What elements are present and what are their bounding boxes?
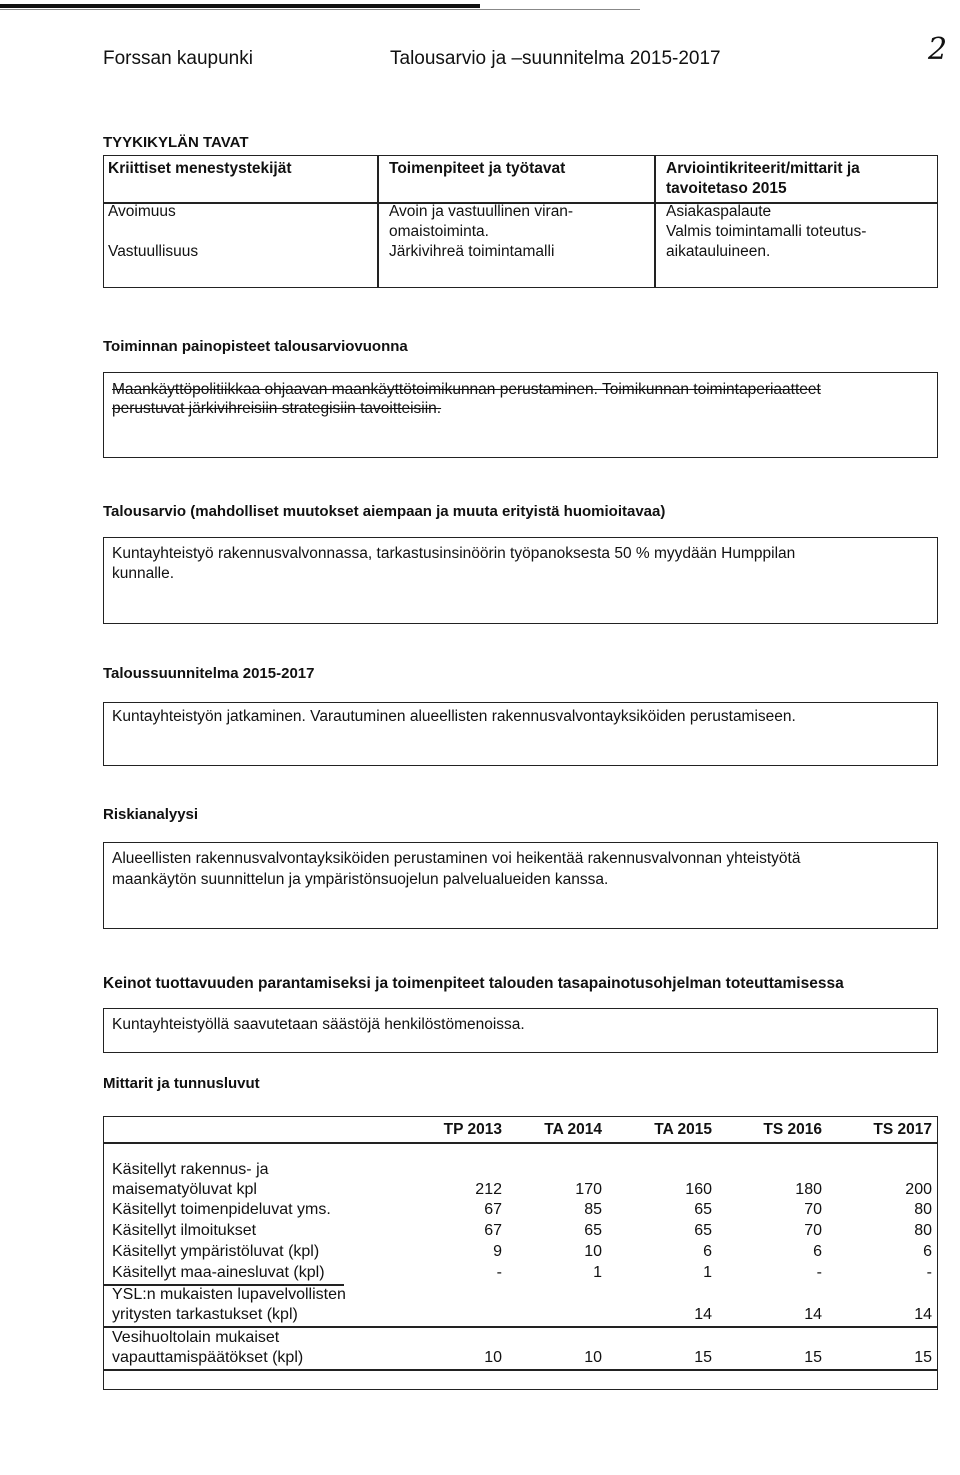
row-label: Käsitellyt ympäristöluvat (kpl) bbox=[112, 1243, 320, 1260]
row-label: Käsitellyt toimenpideluvat yms. bbox=[112, 1201, 331, 1218]
focus-text-line: Maankäyttöpolitiikkaa ohjaavan maankäyttötoimikunnan perustaminen. Toimikunnan toimintaperiaatteet bbox=[112, 381, 821, 398]
cell-value: 65 bbox=[694, 1222, 712, 1239]
cell-value: 65 bbox=[584, 1222, 602, 1239]
table-divider bbox=[377, 156, 379, 287]
column-header: Kriittiset menestystekijät bbox=[108, 160, 292, 177]
cell-value: 80 bbox=[914, 1222, 932, 1239]
cell-value: 14 bbox=[694, 1306, 712, 1323]
cell-value: 15 bbox=[804, 1349, 822, 1366]
column-header: tavoitetaso 2015 bbox=[666, 180, 787, 197]
unit-title: TYYKIKYLÄN TAVAT bbox=[103, 134, 249, 151]
org-name: Forssan kaupunki bbox=[103, 48, 253, 69]
cell-value: 10 bbox=[584, 1243, 602, 1260]
cell-value: 200 bbox=[905, 1181, 932, 1198]
plan-text: Kuntayhteistyön jatkaminen. Varautuminen alueellisten rakennusvalvontayksiköiden perustamiseen. bbox=[112, 708, 796, 725]
table-cell: Avoin ja vastuullinen viran- bbox=[389, 203, 574, 220]
focus-text-line: perustuvat järkivihreisiin strategisiin tavoitteisiin. bbox=[112, 400, 442, 417]
means-text: Kuntayhteistyöllä saavutetaan säästöjä henkilöstömenoissa. bbox=[112, 1016, 525, 1033]
cell-value: 170 bbox=[575, 1181, 602, 1198]
header-divider bbox=[104, 1142, 937, 1144]
risk-text-line: maankäytön suunnittelun ja ympäristönsuojelun palvelualueiden kanssa. bbox=[112, 871, 609, 888]
cell-value: - bbox=[816, 1264, 822, 1281]
table-cell: Asiakaspalaute bbox=[666, 203, 772, 220]
row-label: yritysten tarkastukset (kpl) bbox=[112, 1306, 298, 1323]
budget-box bbox=[103, 537, 938, 624]
row-label: Käsitellyt rakennus- ja bbox=[112, 1161, 269, 1178]
cell-value: 6 bbox=[813, 1243, 822, 1260]
cell-value: 15 bbox=[914, 1349, 932, 1366]
cell-value: 67 bbox=[484, 1201, 502, 1218]
budget-text-line: kunnalle. bbox=[112, 565, 175, 582]
cell-value: 70 bbox=[804, 1201, 822, 1218]
cell-value: 15 bbox=[694, 1349, 712, 1366]
budget-text-line: Kuntayhteistyö rakennusvalvonnassa, tarkastusinsinöörin työpanoksesta 50 % myydään Humppilan bbox=[112, 545, 796, 562]
cell-value: 160 bbox=[685, 1181, 712, 1198]
plan-box bbox=[103, 702, 938, 766]
row-label: maisematyöluvat kpl bbox=[112, 1181, 257, 1198]
cell-value: 85 bbox=[584, 1201, 602, 1218]
cell-value: 1 bbox=[703, 1264, 712, 1281]
cell-value: 6 bbox=[703, 1243, 712, 1260]
table-cell: omaistoiminta. bbox=[389, 223, 489, 240]
cell-value: 212 bbox=[475, 1181, 502, 1198]
column-header: TS 2016 bbox=[763, 1121, 822, 1138]
cell-value: 14 bbox=[804, 1306, 822, 1323]
cell-value: 70 bbox=[804, 1222, 822, 1239]
table-cell: aikatauluineen. bbox=[666, 243, 771, 260]
cell-value: 1 bbox=[593, 1264, 602, 1281]
row-divider bbox=[104, 1369, 937, 1371]
plan-heading: Taloussuunnitelma 2015-2017 bbox=[103, 665, 315, 682]
column-header: TS 2017 bbox=[873, 1121, 932, 1138]
focus-heading: Toiminnan painopisteet talousarviovuonna bbox=[103, 338, 408, 355]
row-label: YSL:n mukaisten lupavelvollisten bbox=[112, 1286, 346, 1303]
column-header: Arviointikriteerit/mittarit ja bbox=[666, 160, 860, 177]
risk-text-line: Alueellisten rakennusvalvontayksiköiden perustaminen voi heikentää rakennusvalvonnan yhteistyötä bbox=[112, 850, 801, 867]
row-label: Vesihuoltolain mukaiset bbox=[112, 1329, 280, 1346]
column-header: Toimenpiteet ja työtavat bbox=[389, 160, 566, 177]
row-label: Käsitellyt ilmoitukset bbox=[112, 1222, 257, 1239]
table-cell: Järkivihreä toimintamalli bbox=[389, 243, 555, 260]
risk-heading: Riskianalyysi bbox=[103, 806, 199, 823]
cell-value: - bbox=[926, 1264, 932, 1281]
means-heading: Keinot tuottavuuden parantamiseksi ja toimenpiteet talouden tasapainotusohjelman toteuttamisessa bbox=[103, 975, 844, 992]
column-header: TA 2014 bbox=[544, 1121, 602, 1138]
means-box bbox=[103, 1008, 938, 1053]
cell-value: 80 bbox=[914, 1201, 932, 1218]
cell-value: 180 bbox=[795, 1181, 822, 1198]
focus-box bbox=[103, 372, 938, 458]
table-cell: Avoimuus bbox=[108, 203, 176, 220]
cell-value: 6 bbox=[923, 1243, 932, 1260]
cell-value: 10 bbox=[584, 1349, 602, 1366]
metrics-heading: Mittarit ja tunnusluvut bbox=[103, 1075, 260, 1092]
metrics-table bbox=[103, 1116, 938, 1390]
row-label: Käsitellyt maa-ainesluvat (kpl) bbox=[112, 1264, 325, 1281]
success-factors-table bbox=[103, 155, 938, 288]
document-title: Talousarvio ja –suunnitelma 2015-2017 bbox=[390, 48, 721, 69]
column-header: TA 2015 bbox=[654, 1121, 712, 1138]
cell-value: 10 bbox=[484, 1349, 502, 1366]
cell-value: 9 bbox=[493, 1243, 502, 1260]
top-rule-thin bbox=[0, 9, 640, 10]
column-header: TP 2013 bbox=[443, 1121, 502, 1138]
top-rule bbox=[0, 4, 480, 8]
table-cell: Vastuullisuus bbox=[108, 243, 199, 260]
row-label: vapauttamispäätökset (kpl) bbox=[112, 1349, 304, 1366]
cell-value: - bbox=[496, 1264, 502, 1281]
risk-box bbox=[103, 842, 938, 929]
table-divider bbox=[654, 156, 656, 287]
budget-heading: Talousarvio (mahdolliset muutokset aiempaan ja muuta erityistä huomioitavaa) bbox=[103, 503, 666, 520]
table-cell: Valmis toimintamalli toteutus- bbox=[666, 223, 867, 240]
handwritten-page-number: 2 bbox=[928, 32, 948, 67]
cell-value: 65 bbox=[694, 1201, 712, 1218]
cell-value: 67 bbox=[484, 1222, 502, 1239]
cell-value: 14 bbox=[914, 1306, 932, 1323]
